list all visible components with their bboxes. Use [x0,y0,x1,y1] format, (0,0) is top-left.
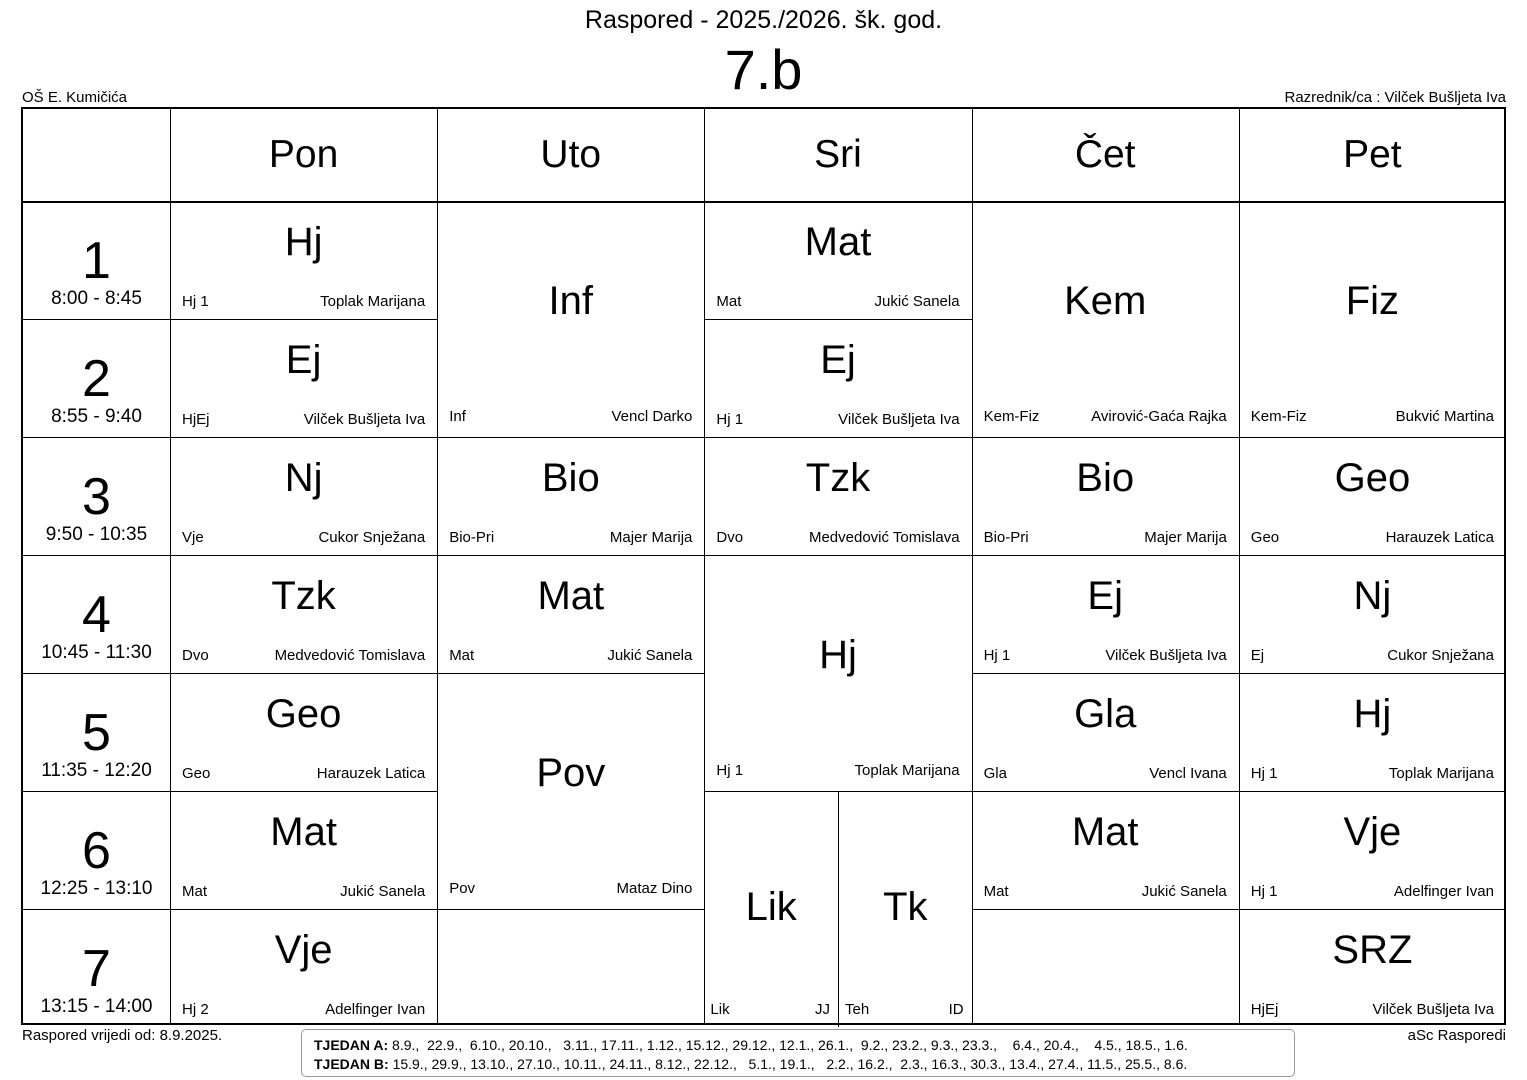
lesson-subject: Hj [1353,692,1392,736]
lesson-group: Mat [983,883,1009,900]
lesson-teacher: Vilček Bušljeta Iva [1105,647,1227,664]
period-cell [23,201,170,319]
lesson-cell-ej[interactable] [704,319,971,437]
lesson-teacher: Avirović-Gaća Rajka [1091,408,1227,425]
day-header-1: Uto [540,133,602,176]
lesson-subject: Tzk [271,574,336,618]
week-b-row [314,1055,1294,1074]
lesson-group: Teh [845,1001,870,1018]
week-b-label: TJEDAN B: [314,1056,389,1072]
period-time: 13:15 - 14:00 [40,996,153,1017]
lesson-teacher: Cukor Snježana [318,529,426,546]
lesson-cell-geo[interactable] [170,673,437,791]
lesson-teacher: Cukor Snježana [1387,647,1494,664]
lesson-teacher: Toplak Marijana [1388,765,1494,782]
period-cell [23,673,170,791]
lesson-group: Hj 1 [1250,765,1278,782]
lesson-cell-srz[interactable] [1239,909,1506,1027]
lesson-group: Dvo [182,647,209,664]
lesson-group: Geo [182,765,211,782]
week-a-dates: 8.9., 22.9., 6.10., 20.10., 3.11., 17.11., 1.12., 15.12., 29.12., 12.1., 26.1., 9.2., 23.2., 9.3., 23.3., 6.4., 20.4., 4.5., 18.5., 1.6. [392,1037,1188,1053]
lesson-group: Mat [449,647,475,664]
lesson-subject: Ej [820,338,856,382]
lesson-group: Dvo [716,529,744,546]
lesson-cell-nj[interactable] [170,437,437,555]
class-name: 7.b [724,38,803,101]
lesson-cell-nj[interactable] [1239,555,1506,673]
week-a-label: TJEDAN A: [314,1037,389,1053]
day-header-4: Pet [1343,133,1402,176]
page-title: Raspored - 2025./2026. šk. god. [584,6,943,34]
period-number: 5 [82,704,111,762]
lesson-teacher: Adelfinger Ivan [325,1001,426,1018]
lesson-cell-hj[interactable] [704,555,971,791]
lesson-group: Hj 2 [182,1001,209,1018]
lesson-subject: Nj [1353,574,1392,618]
lesson-group: HjEj [1250,1001,1279,1018]
lesson-teacher: Toplak Marijana [320,293,426,310]
lesson-teacher: Toplak Marijana [854,762,960,779]
period-cell [23,319,170,437]
day-header-2: Sri [814,133,862,176]
lesson-teacher: Jukić Sanela [1141,883,1227,900]
valid-from: Raspored vrijedi od: 8.9.2025. [22,1027,223,1044]
lesson-group: Ej [1250,647,1265,664]
week-schedule-box [301,1029,1295,1077]
lesson-subject: Mat [1071,810,1139,854]
lesson-teacher: Mataz Dino [616,880,693,897]
lesson-teacher: Vilček Bušljeta Iva [838,411,960,428]
lesson-subject: Vje [1343,810,1402,854]
period-number: 4 [82,586,111,644]
period-time: 8:00 - 8:45 [51,288,142,309]
lesson-subject: Mat [270,810,337,854]
lesson-teacher: Jukić Sanela [340,883,426,900]
lesson-teacher: Medvedović Tomislava [274,647,426,664]
lesson-cell-tzk[interactable] [170,555,437,673]
lesson-group: Mat [716,293,742,310]
lesson-subject: Ej [285,338,322,382]
lesson-cell-gla[interactable] [972,673,1239,791]
lesson-subject: SRZ [1332,928,1413,972]
lesson-group: Bio-Pri [449,529,495,546]
lesson-group: Hj 1 [1250,883,1278,900]
lesson-teacher: Jukić Sanela [607,647,693,664]
lesson-cell-tk[interactable] [838,791,972,1027]
lesson-teacher: Majer Marija [609,529,693,546]
lesson-group: Kem-Fiz [983,408,1040,425]
school-name: OŠ E. Kumičića [22,89,128,106]
period-number: 3 [82,468,111,526]
lesson-cell-hj[interactable] [170,201,437,319]
lesson-group: Mat [182,883,208,900]
lesson-subject: Geo [265,692,342,736]
lesson-subject: Mat [804,220,872,264]
lesson-subject: Nj [284,456,323,500]
period-time: 9:50 - 10:35 [45,524,148,545]
lesson-subject: Kem [1064,279,1147,323]
period-number: 6 [82,822,111,880]
lesson-cell-hj[interactable] [1239,673,1506,791]
period-time: 10:45 - 11:30 [41,642,152,663]
lesson-subject: Gla [1074,692,1137,736]
lesson-teacher: Jukić Sanela [874,293,960,310]
lesson-subject: Bio [1076,456,1135,500]
lesson-cell-fiz[interactable] [1239,201,1506,437]
period-time: 12:25 - 13:10 [40,878,153,899]
lesson-teacher: Adelfinger Ivan [1393,883,1494,900]
lesson-cell-inf[interactable] [437,201,704,437]
lesson-subject: Mat [537,574,605,618]
lesson-teacher: JJ [814,1001,830,1018]
lesson-group: Kem-Fiz [1250,408,1307,425]
software-credit: aSc Rasporedi [1407,1027,1506,1044]
lesson-cell-kem[interactable] [972,201,1239,437]
lesson-subject: Tk [883,885,928,929]
lesson-group: Hj 1 [716,762,744,779]
row-divider [972,909,1239,910]
lesson-subject: Fiz [1345,279,1400,323]
lesson-cell-vje[interactable] [1239,791,1506,909]
lesson-teacher: Vencl Ivana [1149,765,1227,782]
lesson-cell-bio[interactable] [437,437,704,555]
lesson-subject: Lik [745,885,797,929]
lesson-group: Hj 1 [716,411,744,428]
lesson-teacher: Medvedović Tomislava [808,529,960,546]
lesson-teacher: Vilček Bušljeta Iva [1372,1001,1494,1018]
timetable-grid [21,107,1506,1025]
lesson-subject: Hj [819,633,857,677]
lesson-cell-mat[interactable] [704,201,971,319]
lesson-group: Pov [449,880,476,897]
lesson-cell-mat[interactable] [170,791,437,909]
lesson-group: Vje [182,529,204,546]
lesson-subject: Bio [541,456,600,500]
lesson-group: Inf [449,408,466,425]
lesson-cell-bio[interactable] [972,437,1239,555]
day-header-3: Čet [1074,133,1136,176]
lesson-cell-tzk[interactable] [704,437,971,555]
lesson-subject: Ej [1087,574,1123,618]
lesson-cell-pov[interactable] [437,673,704,909]
homeroom-teacher: Razrednik/ca : Vilček Bušljeta Iva [1284,89,1506,106]
lesson-group: Bio-Pri [983,529,1029,546]
lesson-group: Hj 1 [182,293,209,310]
lesson-teacher: Vencl Darko [611,408,693,425]
lesson-teacher: Vilček Bušljeta Iva [303,411,426,428]
period-time: 8:55 - 9:40 [51,406,142,427]
period-number: 1 [82,232,111,290]
lesson-group: HjEj [182,411,210,428]
lesson-subject: Pov [536,751,606,795]
lesson-group: Lik [710,1001,730,1018]
period-cell [23,555,170,673]
lesson-teacher: ID [948,1001,964,1018]
lesson-cell-lik[interactable] [704,791,838,1027]
row-divider [437,909,704,910]
lesson-subject: Geo [1334,456,1411,500]
lesson-subject: Tzk [805,456,871,500]
lesson-group: Gla [983,765,1007,782]
period-cell [23,791,170,909]
day-header-0: Pon [268,133,339,176]
period-number: 7 [82,940,111,998]
period-number: 2 [82,350,111,408]
period-time: 11:35 - 12:20 [41,760,152,781]
lesson-group: Geo [1250,529,1280,546]
lesson-subject: Vje [274,928,333,972]
lesson-teacher: Harauzek Latica [316,765,426,782]
lesson-cell-vje[interactable] [170,909,437,1027]
lesson-cell-geo[interactable] [1239,437,1506,555]
lesson-teacher: Majer Marija [1144,529,1227,546]
lesson-cell-ej[interactable] [972,555,1239,673]
lesson-subject: Inf [548,279,594,323]
period-cell [23,437,170,555]
lesson-cell-ej[interactable] [170,319,437,437]
week-a-row [314,1036,1294,1055]
lesson-subject: Hj [284,220,323,264]
lesson-teacher: Bukvić Martina [1395,408,1494,425]
week-b-dates: 15.9., 29.9., 13.10., 27.10., 10.11., 24.11., 8.12., 22.12., 5.1., 19.1., 2.2., 16.2., 2.3., 16.3., 30.3., 13.4., 27.4., 11.5., 25.5., 8.6. [392,1056,1188,1072]
lesson-group: Hj 1 [983,647,1011,664]
period-cell [23,909,170,1027]
lesson-cell-mat[interactable] [972,791,1239,909]
lesson-teacher: Harauzek Latica [1385,529,1494,546]
lesson-cell-mat[interactable] [437,555,704,673]
